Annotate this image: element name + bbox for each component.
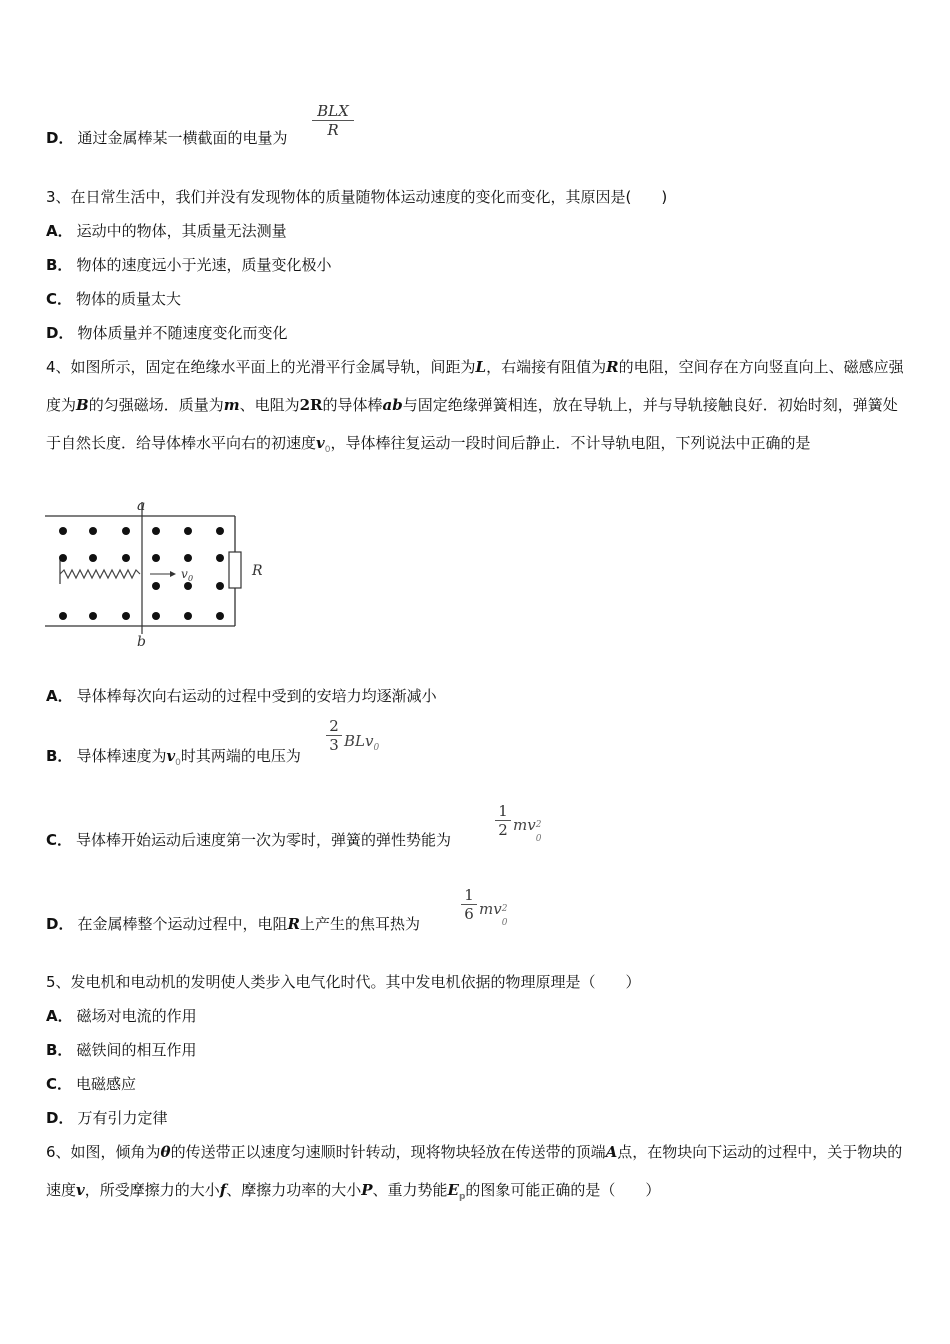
option-text: 物体质量并不随速度变化而变化 bbox=[77, 324, 288, 342]
q3-stem: 3、在日常生活中，我们并没有发现物体的质量随物体运动速度的变化而变化，其原因是( ) bbox=[46, 188, 668, 206]
subscript: 0 bbox=[324, 445, 331, 455]
option-label: A． bbox=[46, 687, 73, 705]
q4-c-fraction bbox=[495, 802, 511, 839]
option-label: C． bbox=[46, 831, 73, 849]
label-b: b bbox=[137, 634, 146, 650]
var-P: P bbox=[361, 1181, 373, 1199]
stem-text: 、电阻为 bbox=[239, 396, 300, 414]
q2-option-d bbox=[46, 128, 287, 148]
q4-option-d bbox=[46, 914, 420, 934]
option-label: B． bbox=[46, 747, 73, 765]
option-label: D． bbox=[46, 1109, 74, 1127]
label-R: R bbox=[252, 563, 263, 579]
stem-text: 与固定绝缘弹簧相连，放在导轨上，并与导轨接触良好．初始时刻，弹簧处于自然长度．给导体棒水平向右的初速度 bbox=[46, 396, 898, 452]
option-text: 上产生的焦耳热为 bbox=[299, 915, 420, 933]
stem-text: 的图象可能正确的是（ ） bbox=[465, 1181, 661, 1199]
option-label: D． bbox=[46, 324, 74, 342]
q4-figure-rails-diagram bbox=[40, 494, 280, 654]
fraction-numerator: 1 bbox=[498, 802, 508, 820]
stem-text: 的传送带正以速度匀速顺时针转动，现将物块轻放在传送带的顶端 bbox=[170, 1143, 606, 1161]
option-label: D． bbox=[46, 129, 74, 147]
label-v: v bbox=[181, 567, 188, 581]
option-text: 磁铁间的相互作用 bbox=[76, 1041, 197, 1059]
stem-text: 、摩擦力功率的大小 bbox=[226, 1181, 362, 1199]
q5-stem: 5、发电机和电动机的发明使人类步入电气化时代。其中发电机依据的物理原理是（ ） bbox=[46, 973, 641, 991]
resistor-icon bbox=[229, 552, 241, 588]
q3-option-c bbox=[46, 289, 181, 309]
superscript: 2 bbox=[535, 820, 542, 830]
math-expr: BLv bbox=[344, 732, 374, 750]
var-A: A bbox=[605, 1143, 618, 1161]
subscript: 0 bbox=[373, 743, 380, 753]
q4-c-expression bbox=[513, 816, 544, 844]
stem-text: 点，在物块向下运动的过程中，关于物块的速度 bbox=[46, 1143, 903, 1199]
option-text: 通过金属棒某一横截面的电量为 bbox=[77, 129, 288, 147]
var-R: R bbox=[287, 915, 300, 933]
q4-d-fraction bbox=[461, 886, 477, 923]
fraction-denominator: 2 bbox=[498, 821, 508, 839]
q5-option-c bbox=[46, 1074, 136, 1094]
q4-option-b bbox=[46, 746, 301, 773]
math-expr: mv bbox=[479, 900, 502, 918]
stem-text: 、重力势能 bbox=[372, 1181, 448, 1199]
q4-option-a bbox=[46, 686, 437, 706]
label-v-sub: 0 bbox=[188, 574, 194, 583]
subscript: 0 bbox=[501, 918, 508, 928]
subscript: 0 bbox=[175, 758, 181, 768]
q5-option-b bbox=[46, 1040, 196, 1060]
math-expr: mv bbox=[513, 816, 536, 834]
stem-text: 的匀强磁场．质量为 bbox=[88, 396, 224, 414]
var-m: m bbox=[223, 396, 240, 414]
option-text: 运动中的物体，其质量无法测量 bbox=[76, 222, 287, 240]
q2-d-fraction bbox=[312, 102, 354, 139]
option-text: 在金属棒整个运动过程中，电阻 bbox=[77, 915, 288, 933]
option-text: 电磁感应 bbox=[76, 1075, 137, 1093]
stem-text: 6、如图，倾角为 bbox=[46, 1143, 161, 1161]
option-label: C． bbox=[46, 290, 73, 308]
q4-b-expression bbox=[344, 732, 379, 753]
option-text: 万有引力定律 bbox=[77, 1109, 168, 1127]
q4-d-expression bbox=[479, 900, 510, 928]
fraction-denominator: 3 bbox=[329, 736, 339, 754]
option-text: 时其两端的电压为 bbox=[180, 747, 301, 765]
var-v0: v bbox=[316, 434, 325, 452]
stem-text: ，右端接有阻值为 bbox=[486, 358, 607, 376]
subscript: 0 bbox=[535, 834, 542, 844]
stem-text: 的导体棒 bbox=[322, 396, 383, 414]
q4-option-c bbox=[46, 830, 451, 850]
q3-option-d bbox=[46, 323, 287, 343]
q5-option-a bbox=[46, 1006, 197, 1026]
var-B: B bbox=[76, 396, 89, 414]
option-text: 导体棒速度为 bbox=[76, 747, 167, 765]
option-text: 磁场对电流的作用 bbox=[76, 1007, 197, 1025]
arrowhead-icon bbox=[170, 571, 176, 577]
option-label: C． bbox=[46, 1075, 73, 1093]
var-f: f bbox=[219, 1181, 227, 1199]
subscript: p bbox=[458, 1192, 466, 1202]
option-label: B． bbox=[46, 256, 73, 274]
stem-text: 的电阻，空间存在方向竖直向上、磁感应强度为 bbox=[46, 358, 904, 414]
option-text: 物体的质量太大 bbox=[76, 290, 182, 308]
q5-option-d bbox=[46, 1108, 167, 1128]
var-Ep: E bbox=[447, 1181, 459, 1199]
q6-stem bbox=[46, 1133, 910, 1216]
var-R: R bbox=[606, 358, 619, 376]
label-a: a bbox=[137, 498, 146, 514]
option-label: A． bbox=[46, 222, 73, 240]
var-L: L bbox=[475, 358, 487, 376]
spring-icon bbox=[60, 570, 140, 578]
option-label: A． bbox=[46, 1007, 73, 1025]
q3-option-b bbox=[46, 255, 331, 275]
superscript: 2 bbox=[501, 904, 508, 914]
fraction-numerator: 2 bbox=[329, 717, 339, 735]
option-text: 导体棒每次向右运动的过程中受到的安培力均逐渐减小 bbox=[76, 687, 437, 705]
fraction-denominator: 6 bbox=[464, 905, 474, 923]
stem-text: ，所受摩擦力的大小 bbox=[84, 1181, 220, 1199]
fraction-numerator: 1 bbox=[464, 886, 474, 904]
option-text: 物体的速度远小于光速，质量变化极小 bbox=[76, 256, 332, 274]
option-text: 导体棒开始运动后速度第一次为零时，弹簧的弹性势能为 bbox=[76, 831, 452, 849]
q3-option-a bbox=[46, 221, 287, 241]
stem-text: ，导体棒往复运动一段时间后静止．不计导轨电阻，下列说法中正确的是 bbox=[330, 434, 811, 452]
var-2R: 2R bbox=[299, 396, 323, 414]
var-theta: θ bbox=[160, 1143, 171, 1161]
var-v: v bbox=[166, 747, 176, 765]
var-ab: ab bbox=[382, 396, 403, 414]
q4-b-fraction bbox=[326, 717, 342, 754]
var-v: v bbox=[76, 1181, 85, 1199]
option-label: B． bbox=[46, 1041, 73, 1059]
fraction-numerator: BLX bbox=[317, 102, 349, 120]
q4-stem bbox=[46, 348, 910, 469]
fraction-denominator: R bbox=[327, 121, 339, 139]
stem-text: 4、如图所示，固定在绝缘水平面上的光滑平行金属导轨，间距为 bbox=[46, 358, 476, 376]
option-label: D． bbox=[46, 915, 74, 933]
